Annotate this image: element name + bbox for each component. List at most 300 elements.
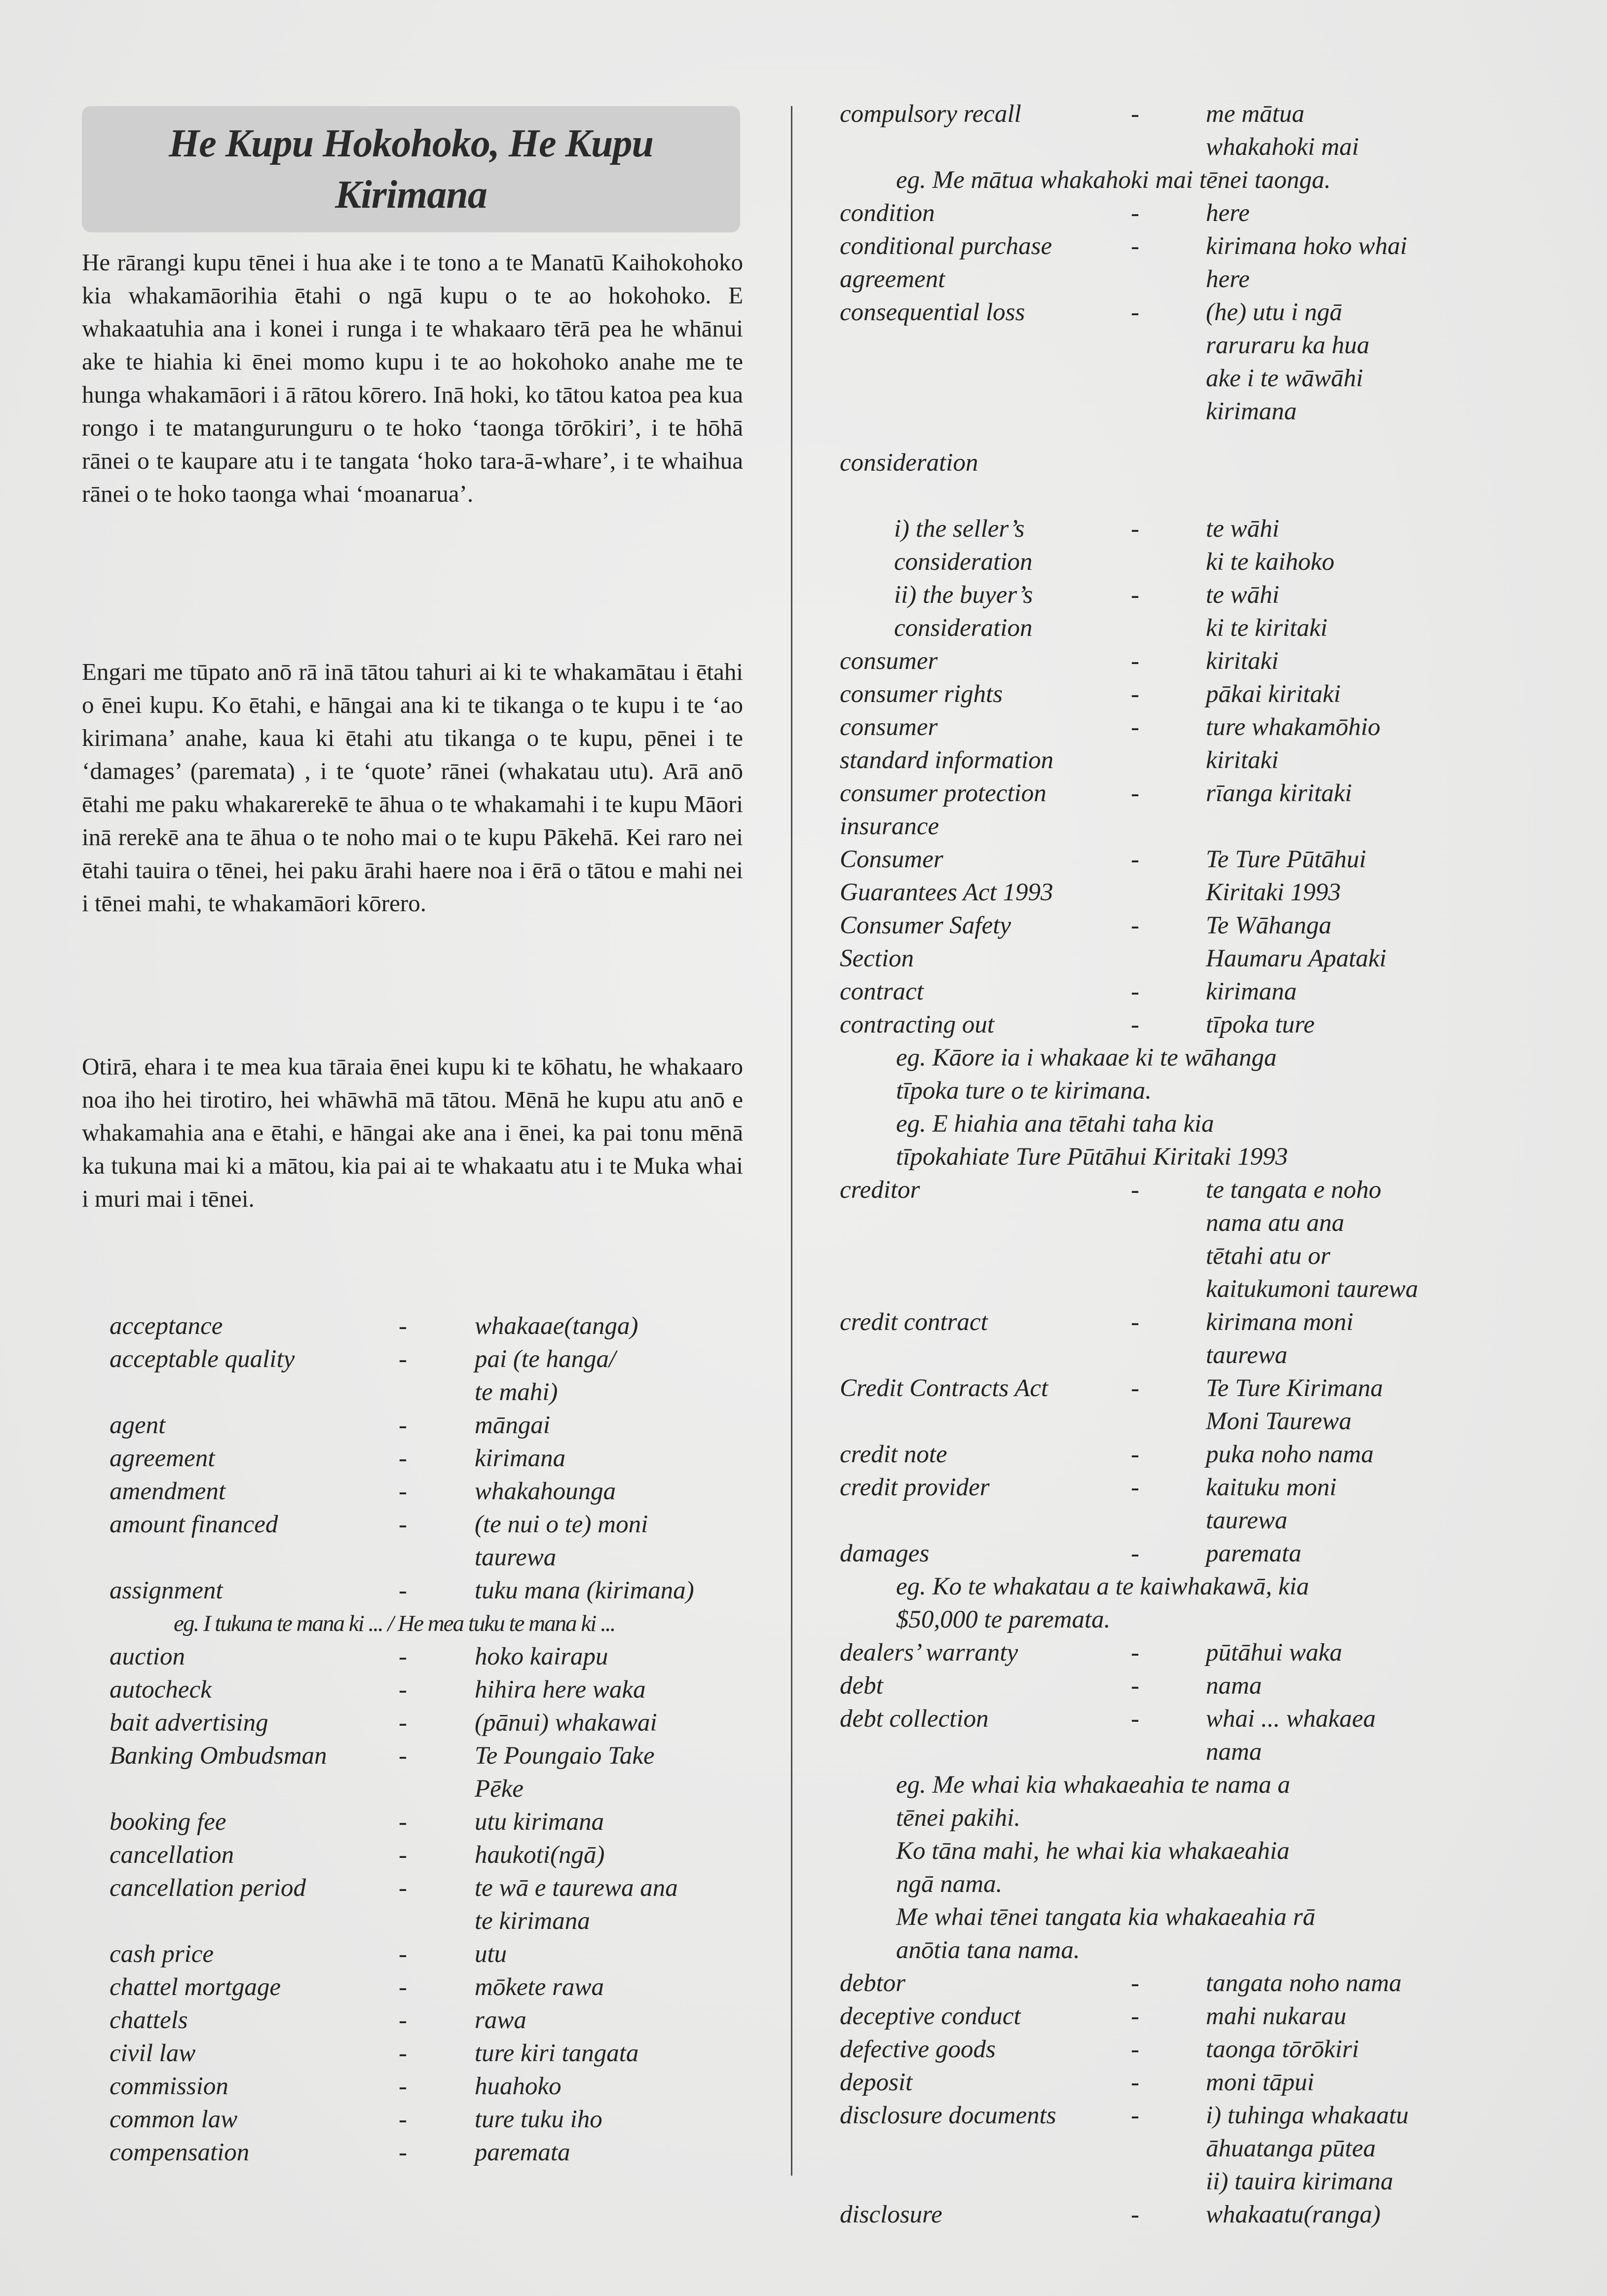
translation-line: ki te kaihoko [1206,548,1335,576]
english-term [840,2033,996,2066]
glossary-entry [840,777,1501,843]
maori-translation [1206,1703,1501,1769]
english-term-line: ii) the buyer’s [894,581,1033,609]
english-term [110,2037,195,2070]
maori-translation [1206,777,1501,843]
translation-line: tuku mana (kirimana) [475,1577,694,1604]
english-term [840,197,935,230]
glossary-entry [110,1806,751,1839]
translation-line: kirimana [475,1444,566,1472]
maori-translation [475,1971,751,2004]
glossary-entry [840,1703,1501,1769]
english-term-line: i) the seller’s [894,515,1025,543]
english-term [110,1409,165,1442]
translation-line: te wāhi [1206,581,1279,609]
glossary-entry [840,1636,1501,1669]
example-line: eg. I tukuna te mana ki ... / He mea tuku te mana ki ... [174,1611,615,1636]
term-separator: - [1131,1011,1139,1038]
translation-line: me mātua [1206,100,1305,128]
english-term [840,1438,947,1471]
glossary-right-column [840,98,1501,2231]
english-term [840,2066,912,2099]
translation-line: kiritaki [1206,647,1279,675]
term-separator: - [1131,1639,1139,1666]
spacer [840,428,1501,446]
maori-translation [1206,975,1501,1008]
english-term-line: consumer protection [840,779,1046,807]
term-separator: - [399,1478,407,1505]
term-separator: - [1131,912,1139,939]
maori-translation [475,2004,751,2037]
term-separator: - [399,1411,407,1439]
translation-line: pākai kiritaki [1206,680,1341,708]
term-separator: - [1131,779,1139,807]
glossary-entry [840,2000,1501,2033]
translation-line: here [1206,265,1250,293]
glossary-entry [110,1574,751,1607]
glossary-entry [110,1310,751,1343]
translation-line: taurewa [1206,1341,1288,1369]
glossary-entry [840,513,1501,579]
english-term-line: assignment [110,1577,223,1604]
usage-example [896,1570,1501,1636]
maori-translation [1206,1636,1501,1669]
example-line: eg. Me whai kia whakaeahia te nama a [896,1771,1290,1799]
maori-translation [1206,2066,1501,2099]
example-line: eg. Me mātua whakahoki mai tēnei taonga. [896,166,1331,194]
title-box [82,106,740,232]
translation-line: kirimana moni [1206,1308,1353,1336]
translation-line: kirimana hoko whai [1206,232,1407,260]
english-term [110,1574,223,1607]
usage-example [896,1041,1501,1174]
translation-line: Kiritaki 1993 [1206,879,1341,906]
translation-line: (he) utu i ngā [1206,298,1343,326]
english-term-line: consumer rights [840,680,1003,708]
glossary-entry [110,2070,751,2103]
english-term-line: agreement [840,265,945,293]
glossary-entry [840,579,1501,645]
maori-translation [1206,1967,1501,2000]
term-separator: - [399,1511,407,1538]
english-term-line: Guarantees Act 1993 [840,879,1053,906]
term-separator: - [399,1345,407,1373]
english-term [840,446,978,480]
term-separator: - [1131,2002,1139,2030]
translation-line: kirimana [1206,978,1297,1005]
usage-example [174,1607,751,1640]
term-separator: - [399,2006,407,2034]
maori-translation [475,1839,751,1872]
maori-translation [1206,645,1501,678]
english-term-line: cancellation [110,1841,234,1869]
english-term [840,777,1046,843]
term-separator: - [1131,2102,1139,2129]
english-term [110,1640,185,1673]
english-term-line: contracting out [840,1011,995,1038]
maori-translation [475,1343,751,1409]
translation-line: kirimana [1206,398,1297,425]
maori-translation [1206,1537,1501,1570]
term-separator: - [1131,1672,1139,1700]
term-separator: - [1131,1705,1139,1733]
translation-line: raruraru ka hua [1206,332,1370,359]
english-term [840,579,1033,645]
glossary-entry [840,1471,1501,1537]
english-term-line: dealers’ warranty [840,1639,1018,1666]
term-separator: - [1131,1176,1139,1204]
term-separator: - [399,1742,407,1770]
translation-line: kaituku moni [1206,1474,1337,1501]
english-term-line: consumer [840,647,938,675]
english-term [110,1442,215,1475]
english-term [110,1872,306,1905]
translation-line: rīanga kiritaki [1206,779,1352,807]
translation-line: Te Poungaio Take [475,1742,655,1770]
translation-line: nama [1206,1738,1262,1766]
glossary-entry [840,2033,1501,2066]
maori-translation [1206,2198,1501,2231]
page-title: He Kupu Hokohoko, He Kupu Kirimana [169,122,653,217]
english-term [110,2070,228,2103]
maori-translation [475,1475,751,1508]
english-term [840,98,1021,131]
glossary-entry [110,2103,751,2136]
english-term-line: consideration [894,548,1033,576]
maori-translation [475,1310,751,1343]
glossary-entry [110,1740,751,1806]
glossary-entry [840,1306,1501,1372]
glossary-entry [110,1839,751,1872]
glossary-entry [840,1967,1501,2000]
glossary-entry [110,1640,751,1673]
english-term [840,645,937,678]
glossary-entry [840,98,1501,164]
english-term [110,1673,212,1706]
english-term-line: bait advertising [110,1709,268,1737]
translation-line: moni tāpui [1206,2069,1314,2096]
maori-translation [475,1938,751,1971]
column-divider [791,106,792,2176]
english-term-line: agent [110,1411,166,1439]
term-separator: - [1131,2201,1139,2228]
translation-line: whakahoki mai [1206,133,1359,161]
english-term-line: cancellation period [110,1874,306,1902]
english-term [110,2103,237,2136]
translation-line: nama atu ana [1206,1209,1345,1237]
maori-translation [1206,1372,1501,1438]
maori-translation [475,1806,751,1839]
glossary-left-column [110,1310,751,2169]
translation-line: (te nui o te) moni [475,1511,648,1538]
english-term [840,296,1025,329]
term-separator: - [399,1808,407,1836]
english-term-line: deceptive conduct [840,2002,1021,2030]
term-separator: - [1131,846,1139,873]
intro-paragraph-2: Engari me tūpato anō rā inā tātou tahuri ai ki te whakamātau i ētahi o ēnei kupu. Ko ētahi, e hāngai ana ki te tikanga o te kupu i te ‘ao kirimana’ anahe, kaua ki ētahi atu tikanga o te kupu, pēnei i te ‘damages’ (paremata) , i te ‘quote’ rānei (whakatau utu). Arā anō ētahi me paku whakarerekē te āhua o te whakamahi i te kupu Māori inā rerekē ana te āhua o te noho mai o te kupu Pākehā. Kei raro nei ētahi tauira o tēnei, hei paku ārahi haere noa i ērā o tātou e mahi nei i tēnei mahi, te whakamāori kōrero. [82,658,743,917]
maori-translation [1206,2099,1501,2198]
english-term-line: Consumer Safety [840,912,1011,939]
english-term [840,1306,988,1339]
translation-line: ture tuku iho [475,2106,602,2133]
translation-line: paremata [1206,1540,1302,1567]
english-term-line: consumer [840,713,938,741]
maori-translation [475,1673,751,1706]
maori-translation [1206,197,1501,230]
glossary-entry [840,909,1501,975]
maori-translation [1206,2000,1501,2033]
glossary-entry [110,1442,751,1475]
translation-line: āhuatanga pūtea [1206,2135,1376,2162]
translation-line: hoko kairapu [475,1643,608,1670]
translation-line: te wā e taurewa ana [475,1874,678,1902]
term-separator: - [1131,2036,1139,2063]
english-term-line: contract [840,978,924,1005]
translation-line: tētahi atu or [1206,1242,1331,1270]
english-term-line: consideration [840,449,978,477]
translation-line: hihira here waka [475,1676,646,1703]
maori-translation [1206,446,1501,513]
translation-line: whai ... whakaea [1206,1705,1376,1733]
example-line: eg. Kāore ia i whakaae ki te wāhanga [896,1044,1277,1072]
maori-translation [1206,1174,1501,1306]
term-separator: - [1131,515,1139,543]
translation-line: ki te kiritaki [1206,614,1328,642]
english-term-line: common law [110,2106,238,2133]
translation-line: taonga tōrōkiri [1206,2036,1359,2063]
maori-translation [475,2103,751,2136]
term-separator: - [399,1577,407,1604]
english-term-line: Banking Ombudsman [110,1742,327,1770]
english-term [840,975,924,1008]
term-separator: - [1131,1374,1139,1402]
glossary-entry [110,1508,751,1574]
term-separator: - [1131,713,1139,741]
maori-translation [1206,843,1501,909]
intro-paragraph-3: Otirā, ehara i te mea kua tāraia ēnei kupu ki te kōhatu, he whakaaro noa iho hei tirotiro, hei whāwhā mā tātou. Mēnā he kupu atu anō e whakamahia ana e ētahi, e hāngai ake ana i ēnei, ka pai tonu mēnā ka tukuna mai ki a mātou, kia pai ai te whakaatu atu i te Muka whai i muri mai i tēnei. [82,1053,743,1212]
glossary-entry [110,2037,751,2070]
english-term-line: debtor [840,1969,906,1997]
english-term-line: Credit Contracts Act [840,1374,1048,1402]
maori-translation [1206,2033,1501,2066]
english-term [110,1508,278,1541]
translation-line: paremata [475,2139,570,2166]
translation-line: te kirimana [475,1907,590,1935]
translation-line-blank [1206,446,1501,480]
glossary-entry [110,1872,751,1938]
maori-translation [1206,230,1501,296]
english-term [110,1740,327,1773]
english-term-line: booking fee [110,1808,226,1836]
english-term [840,2198,942,2231]
maori-translation [475,1442,751,1475]
glossary-entry [110,1706,751,1740]
english-term [840,1008,994,1041]
english-term [840,1537,929,1570]
translation-line: Moni Taurewa [1206,1407,1352,1435]
translation-line: nama [1206,1672,1262,1700]
english-term-line: conditional purchase [840,232,1052,260]
english-term [840,909,1011,975]
english-term [840,2099,1056,2132]
glossary-entry [840,2099,1501,2198]
english-term-line: consideration [894,614,1033,642]
translation-line: rawa [475,2006,526,2034]
term-separator: - [399,1973,407,2001]
term-separator: - [1131,647,1139,675]
translation-line: taurewa [475,1544,557,1571]
maori-translation [475,1706,751,1740]
glossary-entry [840,645,1501,678]
glossary-entry [840,2198,1501,2231]
english-term-line: consequential loss [840,298,1025,326]
example-line: tēnei pakihi. [896,1804,1021,1832]
english-term [110,1839,234,1872]
usage-example [896,164,1501,197]
glossary-entry [110,1673,751,1706]
term-separator: - [399,1709,407,1737]
english-term [110,2004,188,2037]
term-separator: - [1131,2069,1139,2096]
example-line: anōtia tana nama. [896,1936,1080,1964]
glossary-entry [840,1174,1501,1306]
translation-line: mōkete rawa [475,1973,604,2001]
english-term-line: credit contract [840,1308,988,1336]
english-term [840,1174,920,1207]
maori-translation [475,2070,751,2103]
english-term-line: disclosure documents [840,2102,1056,2129]
example-line: tīpoka ture o te kirimana. [896,1077,1152,1105]
glossary-entry [840,843,1501,909]
maori-translation [1206,909,1501,975]
maori-translation [1206,513,1501,579]
english-term-line: chattels [110,2006,188,2034]
maori-translation [475,1740,751,1806]
example-line: $50,000 te paremata. [896,1606,1111,1633]
maori-translation [1206,678,1501,711]
glossary-entry [840,1669,1501,1703]
term-separator: - [399,1940,407,1968]
translation-line: māngai [475,1411,550,1439]
translation-line-blank [1206,810,1501,843]
term-separator: - [399,2106,407,2133]
maori-translation [475,2136,751,2169]
translation-line: tangata noho nama [1206,1969,1402,1997]
translation-line: ake i te wāwāhi [1206,365,1363,392]
maori-translation [475,1574,751,1607]
english-term [840,678,1003,711]
english-term-line: acceptance [110,1312,223,1340]
term-separator: - [1131,232,1139,260]
usage-example [896,1769,1501,1967]
translation-line: utu [475,1940,507,1968]
glossary-entry [110,1475,751,1508]
glossary-entry [110,1343,751,1409]
english-term [110,1971,281,2004]
term-separator: - [1131,100,1139,128]
translation-line: huahoko [475,2073,561,2100]
translation-line: puka noho nama [1206,1441,1374,1468]
english-term-line: commission [110,2073,228,2100]
english-term [840,1669,883,1703]
term-separator: - [399,1312,407,1340]
maori-translation [1206,1008,1501,1041]
translation-line: tīpoka ture [1206,1011,1315,1038]
english-term-line: standard information [840,746,1054,774]
example-line: Me whai tēnei tangata kia whakaeahia rā [896,1903,1315,1931]
glossary-entry [840,711,1501,777]
example-line: ngā nama. [896,1870,1003,1898]
maori-translation [475,1508,751,1574]
translation-line: kiritaki [1206,746,1279,774]
english-term-line: defective goods [840,2036,996,2063]
glossary-entry [840,678,1501,711]
maori-translation [475,2037,751,2070]
translation-line: te tangata e noho [1206,1176,1382,1204]
maori-translation [475,1640,751,1673]
translation-line: ii) tauira kirimana [1206,2168,1393,2195]
translation-line: utu kirimana [475,1808,604,1836]
term-separator: - [399,1676,407,1703]
english-term-line: damages [840,1540,930,1567]
term-separator: - [399,1643,407,1670]
translation-line: Te Ture Pūtāhui [1206,846,1366,873]
glossary-entry [840,230,1501,296]
term-separator: - [1131,1474,1139,1501]
english-term [110,1706,268,1740]
translation-line: taurewa [1206,1507,1288,1534]
english-term-line: amendment [110,1478,226,1505]
glossary-entry [840,197,1501,230]
english-term [840,230,1052,296]
english-term-line: agreement [110,1444,215,1472]
maori-translation [1206,579,1501,645]
english-term [840,1471,990,1504]
intro-paragraph-1: He rārangi kupu tēnei i hua ake i te tono a te Manatū Kaihokohoko kia whakamāorihia ētahi o ngā kupu o te ao hokohoko. E whakaatuhia ana i konei i runga i te whakaaro tērā pea he whānui ake te hiahia ki ēnei momo kupu i te ao hokohoko anahe me te hunga whakamāori i ā rātou kōrero. Inā hoki, ko tātou katoa pea kua rongo i te matangurunguru o te hoko ‘taonga tōrōkiri’, i te hōhā rānei o te kaupare atu i te tangata ‘hoko tara-ā-whare’, i te whaihua rānei o te hoko taonga whai ‘moanarua’. [82,249,743,507]
english-term-line: auction [110,1643,185,1670]
maori-translation [1206,98,1501,164]
english-term-line: debt [840,1672,883,1700]
term-separator: - [1131,298,1139,326]
glossary-entry [110,1971,751,2004]
english-term-line: debt collection [840,1705,989,1733]
maori-translation [475,1409,751,1442]
english-term [110,2136,249,2169]
english-term-line: insurance [840,813,939,840]
glossary-entry [110,2004,751,2037]
term-separator: - [1131,680,1139,708]
english-term-line: compulsory recall [840,100,1021,128]
maori-translation [475,1872,751,1938]
example-line: eg. E hiahia ana tētahi taha kia [896,1110,1214,1138]
english-term [840,843,1053,909]
translation-line: pai (te hanga/ [475,1345,616,1373]
translation-line: Pēke [475,1775,524,1803]
translation-line: (pānui) whakawai [475,1709,657,1737]
translation-line: kaitukumoni taurewa [1206,1275,1419,1303]
translation-line: ture whakamōhio [1206,713,1381,741]
glossary-entry [840,1537,1501,1570]
english-term [840,1967,905,2000]
english-term [110,1475,225,1508]
translation-line: te mahi) [475,1378,558,1406]
english-term-line: amount financed [110,1511,278,1538]
english-term [110,1310,223,1343]
term-separator: - [1131,199,1139,227]
translation-line-blank [1206,480,1501,513]
example-line: Ko tāna mahi, he whai kia whakaeahia [896,1837,1290,1865]
translation-line: here [1206,199,1250,227]
